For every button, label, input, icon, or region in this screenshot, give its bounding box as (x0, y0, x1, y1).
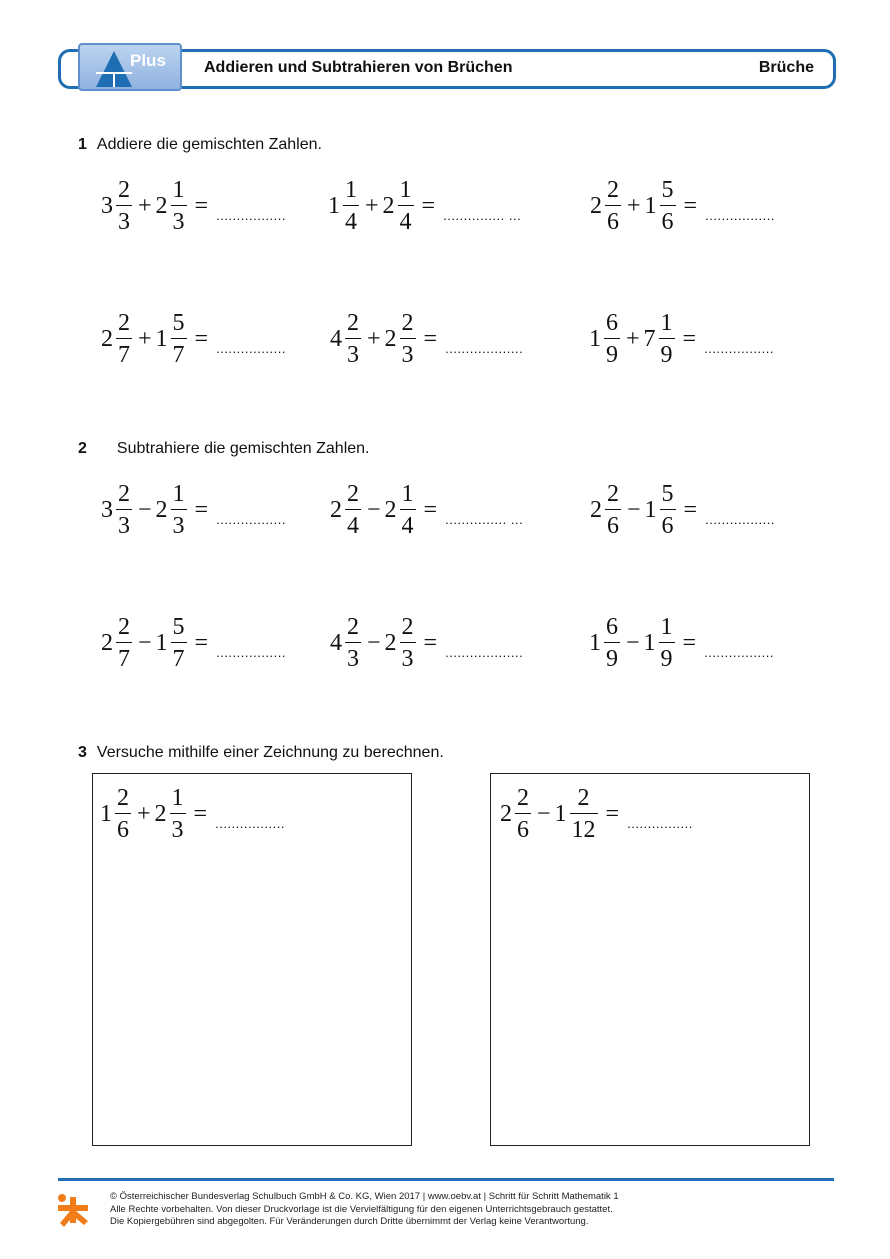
numerator: 6 (606, 614, 618, 640)
fraction (660, 482, 676, 538)
exercise-s6 (589, 615, 774, 671)
operator: − (138, 496, 152, 523)
operator: + (627, 192, 641, 219)
numerator: 2 (517, 785, 529, 811)
exercise-z2 (500, 786, 693, 842)
task-1-heading (78, 136, 322, 154)
denominator: 4 (400, 509, 416, 538)
whole-number: 1 (100, 800, 112, 827)
whole-number: 2 (384, 325, 397, 352)
whole-number: 1 (589, 325, 601, 352)
denominator: 3 (170, 813, 186, 842)
answer-blank[interactable]: ................. (215, 816, 285, 831)
equals-sign: = (682, 629, 697, 656)
equals-sign: = (683, 192, 698, 219)
operator: − (537, 800, 551, 827)
task-number: 3 (78, 744, 87, 761)
publisher-logo-icon (56, 1193, 90, 1232)
whole-number: 3 (101, 496, 113, 523)
equals-sign: = (423, 496, 438, 523)
operator: + (626, 325, 640, 352)
numerator: 2 (118, 614, 130, 640)
fraction (171, 178, 187, 234)
answer-blank[interactable]: ................. (704, 341, 774, 356)
numerator: 1 (172, 177, 185, 203)
answer-blank[interactable]: ................. (705, 512, 775, 527)
fraction (659, 615, 675, 671)
exercise-s4 (101, 615, 286, 671)
numerator: 5 (661, 177, 674, 203)
task-number: 2 (78, 440, 87, 457)
whole-number: 2 (500, 800, 512, 827)
footer-line-2: Alle Rechte vorbehalten. Von dieser Druckvorlage ist die Vervielfältigung für den eigenen Unterrichtsgebrauch gestattet. (110, 1203, 613, 1215)
equals-sign: = (605, 800, 620, 827)
fraction (171, 615, 187, 671)
whole-number: 1 (328, 192, 340, 219)
exercise-a4 (101, 311, 286, 367)
numerator: 1 (399, 177, 412, 203)
numerator: 1 (171, 785, 184, 811)
fraction (398, 178, 414, 234)
numerator: 1 (401, 481, 414, 507)
fraction (116, 482, 132, 538)
equals-sign: = (193, 800, 208, 827)
whole-number: 2 (330, 496, 342, 523)
footer-divider (58, 1178, 834, 1181)
fraction (515, 786, 531, 842)
numerator: 1 (172, 481, 185, 507)
numerator: 5 (172, 310, 185, 336)
task-3-heading (78, 744, 444, 762)
whole-number: 2 (154, 800, 167, 827)
numerator: 1 (345, 177, 357, 203)
numerator: 5 (172, 614, 185, 640)
fraction (345, 482, 361, 538)
numerator: 1 (660, 310, 673, 336)
answer-blank[interactable]: ................... (445, 341, 524, 356)
equals-sign: = (682, 325, 697, 352)
equals-sign: = (194, 496, 209, 523)
denominator: 3 (400, 338, 416, 367)
exercise-s1 (101, 482, 286, 538)
operator: + (365, 192, 379, 219)
numerator: 2 (118, 177, 130, 203)
fraction (115, 786, 131, 842)
numerator: 2 (577, 785, 590, 811)
answer-blank[interactable]: ................. (216, 208, 286, 223)
fraction (343, 178, 359, 234)
equals-sign: = (423, 325, 438, 352)
fraction (345, 615, 361, 671)
numerator: 1 (660, 614, 673, 640)
fraction (116, 615, 132, 671)
footer-line-1: © Österreichischer Bundesverlag Schulbuch GmbH & Co. KG, Wien 2017 | www.oebv.at | Schritt für Schritt Mathematik 1 (110, 1191, 619, 1202)
whole-number: 1 (589, 629, 601, 656)
exercise-a2 (328, 178, 521, 234)
exercise-z1 (100, 786, 285, 842)
numerator: 2 (347, 614, 359, 640)
whole-number: 1 (643, 629, 656, 656)
fraction (170, 786, 186, 842)
answer-blank[interactable]: ................. (216, 512, 286, 527)
whole-number: 1 (644, 496, 657, 523)
denominator: 6 (605, 509, 621, 538)
denominator: 7 (171, 338, 187, 367)
operator: − (138, 629, 152, 656)
fraction (116, 178, 132, 234)
answer-blank[interactable]: ................. (216, 645, 286, 660)
equals-sign: = (194, 325, 209, 352)
answer-blank[interactable]: ................. (705, 208, 775, 223)
task-instruction: Subtrahiere die gemischten Zahlen. (116, 440, 370, 457)
exercise-a1 (101, 178, 286, 234)
exercise-s2 (330, 482, 523, 538)
denominator: 9 (659, 338, 675, 367)
whole-number: 2 (384, 629, 397, 656)
numerator: 2 (118, 310, 130, 336)
fraction (660, 178, 676, 234)
operator: − (367, 496, 381, 523)
whole-number: 2 (155, 496, 168, 523)
whole-number: 1 (554, 800, 567, 827)
denominator: 3 (116, 205, 132, 234)
denominator: 3 (171, 205, 187, 234)
task-2-heading (78, 440, 370, 458)
whole-number: 2 (101, 629, 113, 656)
exercise-a3 (590, 178, 775, 234)
triangle-logo-icon (94, 49, 134, 89)
footer-line-3: Die Kopiergebühren sind abgegolten. Für Veränderungen durch Dritte übernimmt der Verlag keine Verantwortung. (110, 1216, 589, 1227)
answer-blank[interactable]: ................. (216, 341, 286, 356)
operator: + (137, 800, 151, 827)
task-number: 1 (78, 136, 87, 153)
exercise-a5 (330, 311, 523, 367)
fraction (605, 482, 621, 538)
denominator: 7 (116, 338, 132, 367)
denominator: 7 (116, 642, 132, 671)
answer-blank[interactable]: ................. (704, 645, 774, 660)
operator: + (138, 325, 152, 352)
fraction (400, 615, 416, 671)
whole-number: 2 (590, 192, 602, 219)
numerator: 2 (347, 481, 359, 507)
denominator: 4 (343, 205, 359, 234)
whole-number: 4 (330, 629, 342, 656)
task-instruction: Addiere die gemischten Zahlen. (96, 136, 322, 153)
answer-blank[interactable]: ............... ... (445, 512, 524, 527)
fraction (171, 311, 187, 367)
numerator: 2 (118, 481, 130, 507)
whole-number: 2 (384, 496, 397, 523)
numerator: 2 (117, 785, 129, 811)
whole-number: 1 (155, 325, 168, 352)
whole-number: 7 (643, 325, 656, 352)
topic-label: Brüche (758, 59, 814, 76)
operator: + (367, 325, 381, 352)
numerator: 2 (607, 481, 619, 507)
fraction (116, 311, 132, 367)
fraction (605, 178, 621, 234)
whole-number: 1 (644, 192, 657, 219)
whole-number: 1 (155, 629, 168, 656)
fraction (345, 311, 361, 367)
operator: − (367, 629, 381, 656)
equals-sign: = (194, 629, 209, 656)
fraction (400, 311, 416, 367)
denominator: 3 (171, 509, 187, 538)
fraction (570, 786, 598, 842)
exercise-s3 (590, 482, 775, 538)
whole-number: 2 (590, 496, 602, 523)
denominator: 6 (115, 813, 131, 842)
operator: − (626, 629, 640, 656)
denominator: 6 (660, 509, 676, 538)
numerator: 2 (401, 310, 414, 336)
denominator: 12 (570, 813, 598, 842)
logo-text: Plus (130, 51, 166, 70)
plus-logo (78, 43, 182, 91)
fraction (400, 482, 416, 538)
denominator: 6 (605, 205, 621, 234)
numerator: 2 (607, 177, 619, 203)
denominator: 3 (400, 642, 416, 671)
operator: + (138, 192, 152, 219)
exercise-a6 (589, 311, 774, 367)
fraction (604, 615, 620, 671)
equals-sign: = (683, 496, 698, 523)
numerator: 5 (661, 481, 674, 507)
denominator: 9 (604, 642, 620, 671)
denominator: 3 (345, 338, 361, 367)
equals-sign: = (421, 192, 436, 219)
denominator: 9 (659, 642, 675, 671)
exercise-s5 (330, 615, 523, 671)
answer-blank[interactable]: ............... ... (443, 208, 522, 223)
footer-copyright (110, 1191, 619, 1229)
answer-blank[interactable]: ................... (445, 645, 524, 660)
denominator: 3 (116, 509, 132, 538)
fraction (171, 482, 187, 538)
whole-number: 2 (101, 325, 113, 352)
equals-sign: = (423, 629, 438, 656)
denominator: 4 (398, 205, 414, 234)
page-title: Addieren und Subtrahieren von Brüchen (204, 59, 513, 76)
whole-number: 3 (101, 192, 113, 219)
whole-number: 2 (382, 192, 395, 219)
denominator: 7 (171, 642, 187, 671)
equals-sign: = (194, 192, 209, 219)
numerator: 2 (401, 614, 414, 640)
numerator: 6 (606, 310, 618, 336)
denominator: 4 (345, 509, 361, 538)
denominator: 3 (345, 642, 361, 671)
denominator: 9 (604, 338, 620, 367)
whole-number: 2 (155, 192, 168, 219)
numerator: 2 (347, 310, 359, 336)
denominator: 6 (660, 205, 676, 234)
fraction (604, 311, 620, 367)
task-instruction: Versuche mithilfe einer Zeichnung zu berechnen. (96, 744, 444, 761)
denominator: 6 (515, 813, 531, 842)
answer-blank[interactable]: ................ (627, 816, 693, 831)
fraction (659, 311, 675, 367)
whole-number: 4 (330, 325, 342, 352)
operator: − (627, 496, 641, 523)
